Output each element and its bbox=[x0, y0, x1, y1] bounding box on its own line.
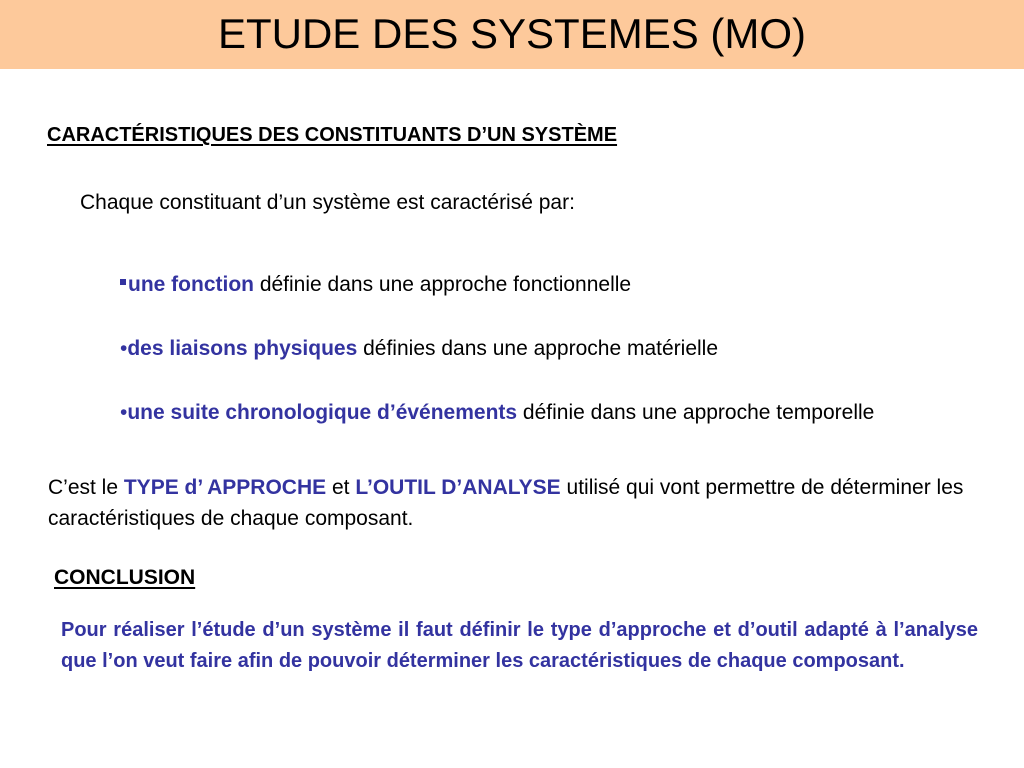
bullet-highlight: des liaisons physiques bbox=[127, 337, 358, 360]
bullet-item-event-sequence bbox=[120, 398, 950, 428]
paragraph-middle: et bbox=[326, 476, 356, 499]
slide-title: ETUDE DES SYSTEMES (MO) bbox=[217, 10, 807, 57]
bullet-item-function bbox=[120, 270, 631, 300]
term-analysis-tool: L’OUTIL D’ANALYSE bbox=[355, 476, 561, 499]
term-approach-type: TYPE d’ APPROCHE bbox=[123, 476, 327, 499]
paragraph-suffix: utilisé qui vont permettre de déterminer les caractéristiques de chaque composant. bbox=[48, 476, 964, 530]
square-bullet-icon bbox=[120, 279, 126, 285]
bullet-text: définie dans une approche temporelle bbox=[517, 401, 875, 424]
bullet-highlight: une fonction bbox=[128, 273, 254, 296]
bullet-text: définies dans une approche matérielle bbox=[357, 337, 719, 360]
paragraph-prefix: C’est le bbox=[48, 476, 124, 499]
bullet-highlight: une suite chronologique d’événements bbox=[127, 401, 518, 424]
conclusion-text: Pour réaliser l’étude d’un système il faut définir le type d’approche et d’outil adapté à l’analyse que l’on veut faire afin de pouvoir déterminer les caractéristiques de chaque composant. bbox=[61, 619, 978, 672]
round-bullet-icon: • bbox=[120, 337, 128, 360]
intro-text: Chaque constituant d’un système est caractérisé par: bbox=[80, 191, 575, 214]
round-bullet-icon: • bbox=[120, 401, 128, 424]
bullet-item-physical-links bbox=[120, 334, 718, 364]
bullet-text: définie dans une approche fonctionnelle bbox=[253, 273, 632, 296]
approach-paragraph bbox=[48, 472, 978, 534]
section-heading-conclusion: CONCLUSION bbox=[54, 566, 196, 589]
section-heading-characteristics: CARACTÉRISTIQUES DES CONSTITUANTS D’UN SYSTÈME bbox=[47, 124, 618, 146]
